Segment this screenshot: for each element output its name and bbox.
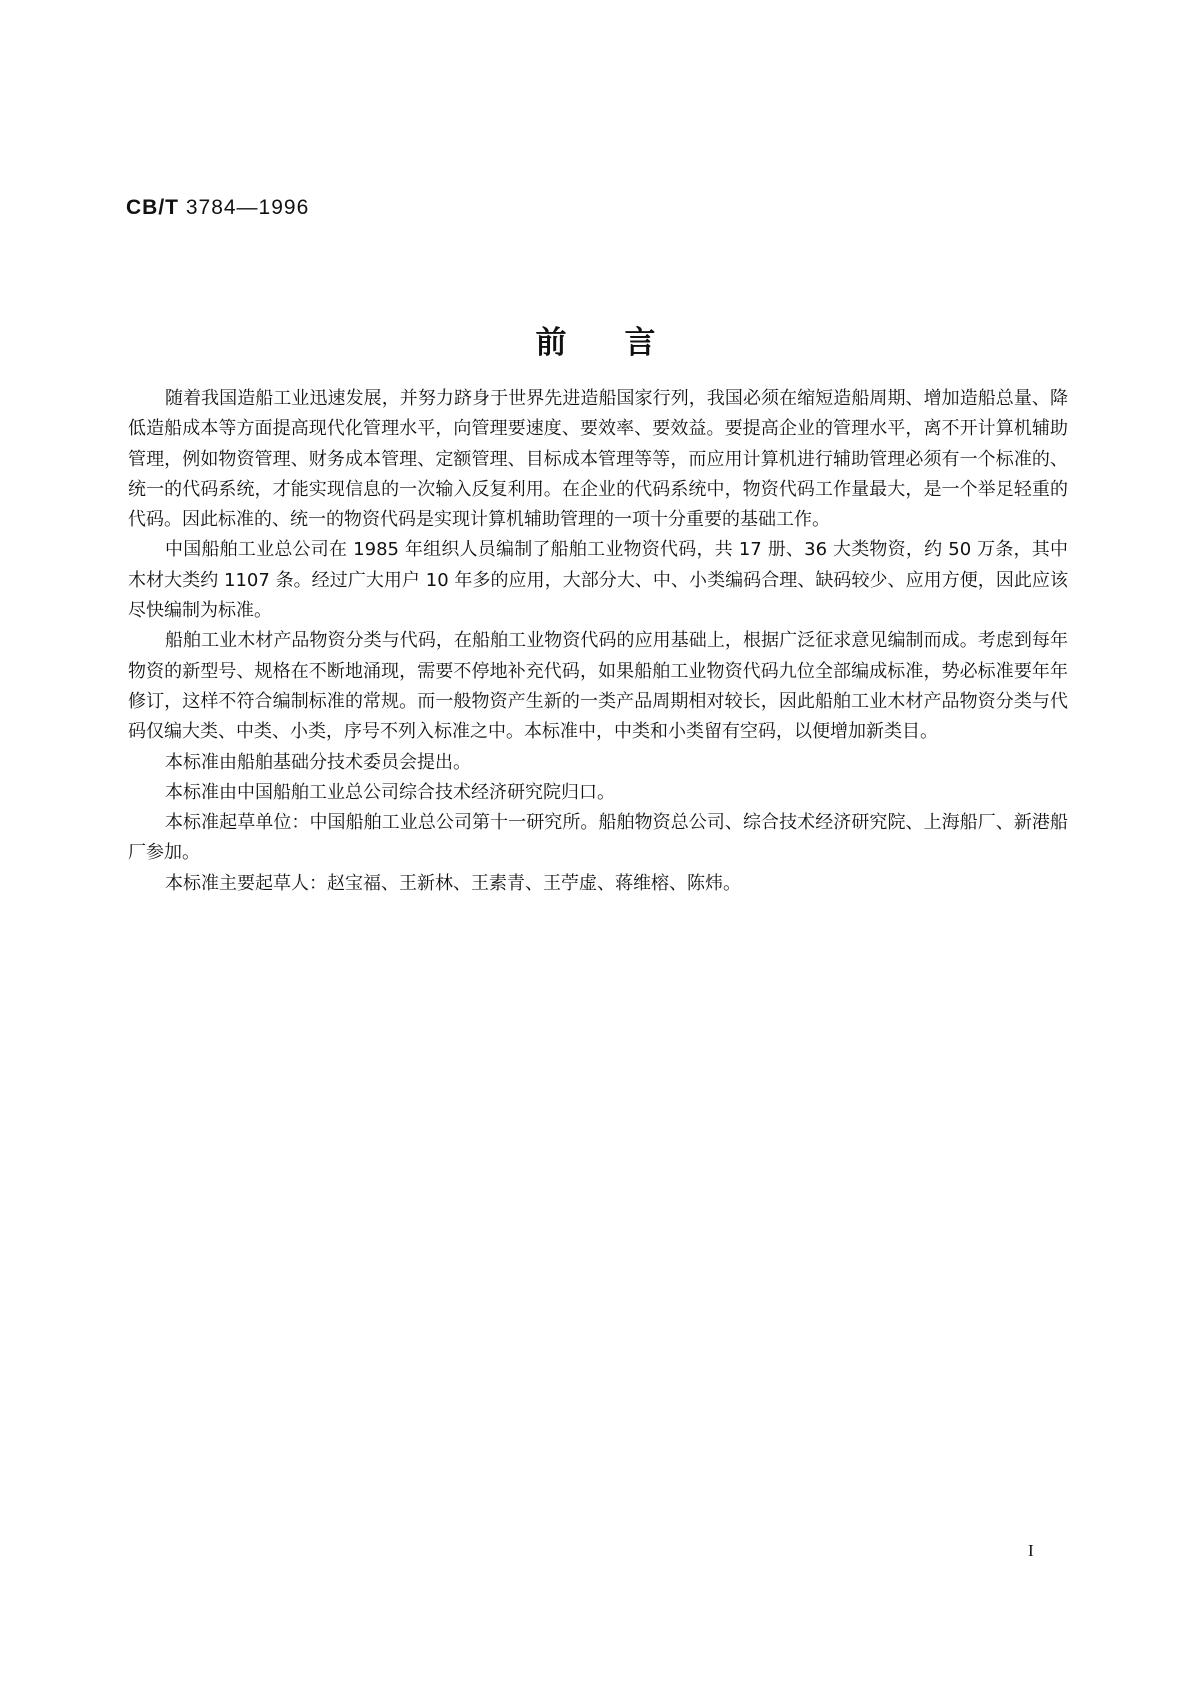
paragraph: 本标准由船舶基础分技术委员会提出。	[165, 751, 471, 773]
foreword-body	[128, 384, 1068, 899]
paragraph: 本标准起草单位：中国船舶工业总公司第十一研究所。船舶物资总公司、综合技术经济研究院、上海船厂、新港船厂参加。	[128, 812, 1068, 864]
standard-number: 3784—1996	[185, 196, 310, 219]
paragraph: 随着我国造船工业迅速发展，并努力跻身于世界先进造船国家行列，我国必须在缩短造船周期、增加造船总量、降低造船成本等方面提高现代化管理水平，向管理要速度、要效率、要效益。要提高企业的管理水平，离不开计算机辅助管理，例如物资管理、财务成本管理、定额管理、目标成本管理等等，而应用计算机进行辅助管理必须有一个标准的、统一的代码系统，才能实现信息的一次输入反复利用。在企业的代码系统中，物资代码工作量最大，是一个举足轻重的代码。因此标准的、统一的物资代码是实现计算机辅助管理的一项十分重要的基础工作。	[128, 388, 1068, 531]
standard-prefix: CB/T	[126, 196, 179, 219]
page-title: 前言	[535, 325, 714, 361]
paragraph: 中国船舶工业总公司在 1985 年组织人员编制了船舶工业物资代码，共 17 册、36 大类物资，约 50 万条，其中木材大类约 1107 条。经过广大用户 10 年多的应用，大部分大、中、小类编码合理、缺码较少、应用方便，因此应该尽快编制为标准。	[128, 539, 1068, 622]
standard-code	[126, 196, 309, 220]
paragraph: 船舶工业木材产品物资分类与代码，在船舶工业物资代码的应用基础上，根据广泛征求意见编制而成。考虑到每年物资的新型号、规格在不断地涌现，需要不停地补充代码，如果船舶工业物资代码九位全部编成标准，势必标准要年年修订，这样不符合编制标准的常规。而一般物资产生新的一类产品周期相对较长，因此船舶工业木材产品物资分类与代码仅编大类、中类、小类，序号不列入标准之中。本标准中，中类和小类留有空码，以便增加新类目。	[128, 630, 1068, 743]
paragraph: 本标准由中国船舶工业总公司综合技术经济研究院归口。	[165, 781, 615, 803]
page-number: I	[1028, 1541, 1034, 1560]
paragraph: 本标准主要起草人：赵宝福、王新林、王素青、王苧虚、蒋维榕、陈炜。	[165, 872, 741, 894]
